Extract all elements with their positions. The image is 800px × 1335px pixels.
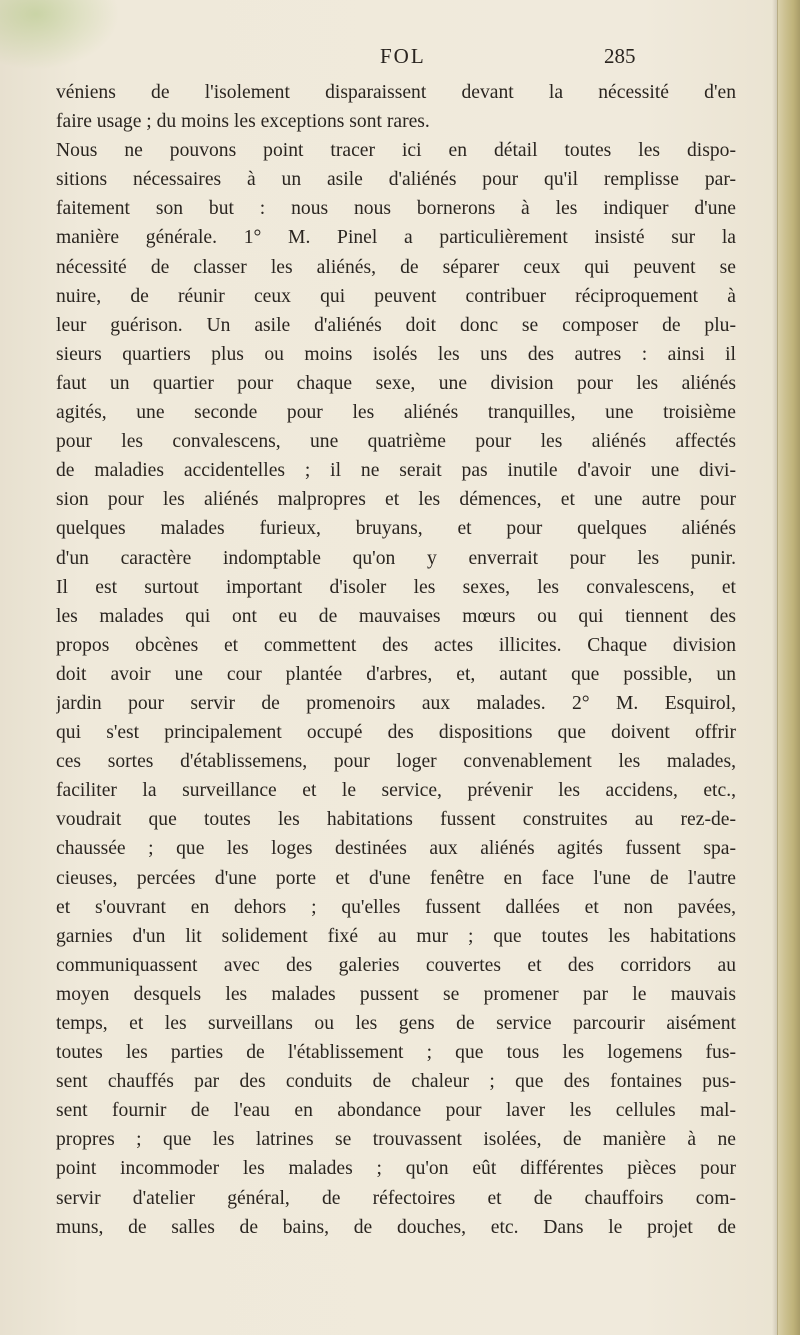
text-line: nécessité de classer les aliénés, de séparer ceux qui peuvent se — [56, 256, 736, 278]
text-line: moyen desquels les malades pussent se promener par le mauvais — [56, 983, 736, 1005]
text-line: quelques malades furieux, bruyans, et pour quelques aliénés — [56, 518, 736, 540]
book-binding — [777, 0, 800, 1335]
text-line: pour les convalescens, une quatrième pour les aliénés affectés — [56, 431, 736, 453]
running-title: FOL — [380, 44, 426, 68]
text-line: cieuses, percées d'une porte et d'une fenêtre en face l'une de l'autre — [56, 867, 736, 889]
text-line: Nous ne pouvons point tracer ici en détail toutes les dispo- — [56, 140, 736, 162]
text-line: garnies d'un lit solidement fixé au mur ; que toutes les habitations — [56, 925, 736, 947]
text-line: sieurs quartiers plus ou moins isolés les uns des autres : ainsi il — [56, 343, 736, 365]
text-line: les malades qui ont eu de mauvaises mœurs ou qui tiennent des — [56, 605, 736, 627]
text-line: nuire, de réunir ceux qui peuvent contribuer réciproquement à — [56, 285, 736, 307]
text-line: faciliter la surveillance et le service, prévenir les accidens, etc., — [56, 780, 736, 802]
text-line: sion pour les aliénés malpropres et les démences, et une autre pour — [56, 489, 736, 511]
text-line: leur guérison. Un asile d'aliénés doit donc se composer de plu- — [56, 314, 736, 336]
text-line: sent fournir de l'eau en abondance pour laver les cellules mal- — [56, 1100, 736, 1122]
text-line: ces sortes d'établissemens, pour loger convenablement les malades, — [56, 751, 736, 773]
text-line: chaussée ; que les loges destinées aux aliénés agités fussent spa- — [56, 838, 736, 860]
text-line: faire usage ; du moins les exceptions sont rares. — [56, 111, 430, 133]
body-text — [56, 78, 736, 1242]
text-line: qui s'est principalement occupé des dispositions que doivent offrir — [56, 722, 736, 744]
text-line: toutes les parties de l'établissement ; que tous les logemens fus- — [56, 1042, 736, 1064]
text-line: propos obcènes et commettent des actes illicites. Chaque division — [56, 634, 736, 656]
page-number: 285 — [604, 44, 636, 68]
text-line: doit avoir une cour plantée d'arbres, et, autant que possible, un — [56, 663, 736, 685]
text-line: agités, une seconde pour les aliénés tranquilles, une troisième — [56, 402, 736, 424]
page-header — [0, 44, 800, 72]
text-line: faut un quartier pour chaque sexe, une division pour les aliénés — [56, 372, 736, 394]
text-line: Il est surtout important d'isoler les sexes, les convalescens, et — [56, 576, 736, 598]
text-line: véniens de l'isolement disparaissent devant la nécessité d'en — [56, 82, 736, 103]
text-line: sitions nécessaires à un asile d'aliénés pour qu'il remplisse par- — [56, 169, 736, 191]
text-line: sent chauffés par des conduits de chaleur ; que des fontaines pus- — [56, 1071, 736, 1093]
text-line: manière générale. 1° M. Pinel a particulièrement insisté sur la — [56, 227, 736, 249]
text-line: servir d'atelier général, de réfectoires et de chauffoirs com- — [56, 1187, 736, 1209]
text-line: muns, de salles de bains, de douches, etc. Dans le projet de — [56, 1216, 736, 1238]
text-line: jardin pour servir de promenoirs aux malades. 2° M. Esquirol, — [56, 692, 736, 714]
text-line: propres ; que les latrines se trouvassent isolées, de manière à ne — [56, 1129, 736, 1151]
text-line: faitement son but : nous nous bornerons à les indiquer d'une — [56, 198, 736, 220]
text-line: de maladies accidentelles ; il ne serait pas inutile d'avoir une divi- — [56, 460, 736, 482]
text-line: et s'ouvrant en dehors ; qu'elles fussent dallées et non pavées, — [56, 896, 736, 918]
text-line: d'un caractère indomptable qu'on y enverrait pour les punir. — [56, 547, 736, 569]
text-line: point incommoder les malades ; qu'on eût différentes pièces pour — [56, 1158, 736, 1180]
text-line: communiquassent avec des galeries couvertes et des corridors au — [56, 954, 736, 976]
text-line: voudrait que toutes les habitations fussent construites au rez-de- — [56, 809, 736, 831]
text-line: temps, et les surveillans ou les gens de service parcourir aisément — [56, 1013, 736, 1034]
